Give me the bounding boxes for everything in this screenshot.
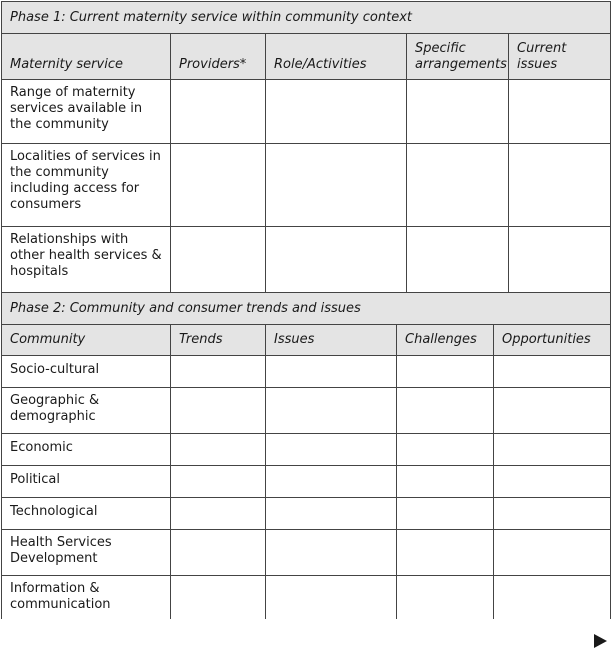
row-label: Health Services Development (2, 530, 171, 575)
triangle-right-icon (594, 634, 607, 648)
table-row (2, 144, 610, 227)
empty-cell (171, 530, 266, 575)
empty-cell (266, 227, 407, 292)
empty-cell (266, 80, 407, 143)
row-label: Relationships with other health services & hospitals (2, 227, 171, 292)
empty-cell (266, 356, 397, 387)
empty-cell (494, 388, 610, 433)
empty-cell (407, 144, 509, 226)
empty-cell (266, 498, 397, 529)
row-label: Range of maternity services available in the community (2, 80, 171, 143)
table-row (2, 434, 610, 466)
phase1-header-row (2, 34, 610, 80)
empty-cell (266, 466, 397, 497)
empty-cell (397, 498, 494, 529)
empty-cell (171, 576, 266, 619)
empty-cell (407, 80, 509, 143)
table-row (2, 388, 610, 434)
phase1-title: Phase 1: Current maternity service within community context (2, 1, 610, 34)
empty-cell (171, 466, 266, 497)
empty-cell (397, 434, 494, 465)
row-label: Localities of services in the community including access for consumers (2, 144, 171, 226)
header-maternity-service: Maternity service (2, 34, 171, 79)
empty-cell (266, 144, 407, 226)
row-label: Socio-cultural (2, 356, 171, 387)
phase2-header-row (2, 325, 610, 356)
header-specific-arrangements: Specific arrangements (407, 34, 509, 79)
header-opportunities: Opportunities (502, 332, 591, 347)
empty-cell (266, 388, 397, 433)
empty-cell (171, 434, 266, 465)
empty-cell (397, 530, 494, 575)
empty-cell (494, 530, 610, 575)
header-current-issues: Current issues (517, 41, 567, 72)
empty-cell (266, 434, 397, 465)
table-row (2, 466, 610, 498)
header-trends: Trends (171, 325, 266, 355)
row-label: Political (2, 466, 171, 497)
empty-cell (509, 144, 610, 226)
empty-cell (397, 356, 494, 387)
phase2-title: Phase 2: Community and consumer trends and issues (2, 292, 610, 325)
empty-cell (171, 227, 266, 292)
planning-table (1, 1, 611, 619)
empty-cell (397, 388, 494, 433)
empty-cell (494, 466, 610, 497)
empty-cell (171, 388, 266, 433)
empty-cell (171, 80, 266, 143)
row-label: Information & communication (2, 576, 171, 619)
empty-cell (266, 576, 397, 619)
table-row (2, 530, 610, 576)
empty-cell (509, 80, 610, 143)
empty-cell (171, 498, 266, 529)
empty-cell (494, 434, 610, 465)
empty-cell (407, 227, 509, 292)
empty-cell (171, 144, 266, 226)
table-row (2, 498, 610, 530)
empty-cell (509, 227, 610, 292)
table-row (2, 227, 610, 292)
row-label: Technological (2, 498, 171, 529)
table-row (2, 576, 610, 619)
empty-cell (266, 530, 397, 575)
header-providers: Providers* (171, 34, 266, 79)
row-label: Geographic & demographic (2, 388, 171, 433)
header-role-activities: Role/Activities (266, 34, 407, 79)
empty-cell (397, 576, 494, 619)
empty-cell (494, 498, 610, 529)
empty-cell (171, 356, 266, 387)
header-issues: Issues (266, 325, 397, 355)
header-community: Community (2, 325, 171, 355)
row-label: Economic (2, 434, 171, 465)
empty-cell (494, 576, 610, 619)
empty-cell (494, 356, 610, 387)
header-challenges: Challenges (397, 325, 494, 355)
empty-cell (397, 466, 494, 497)
table-row (2, 356, 610, 388)
table-row (2, 80, 610, 144)
